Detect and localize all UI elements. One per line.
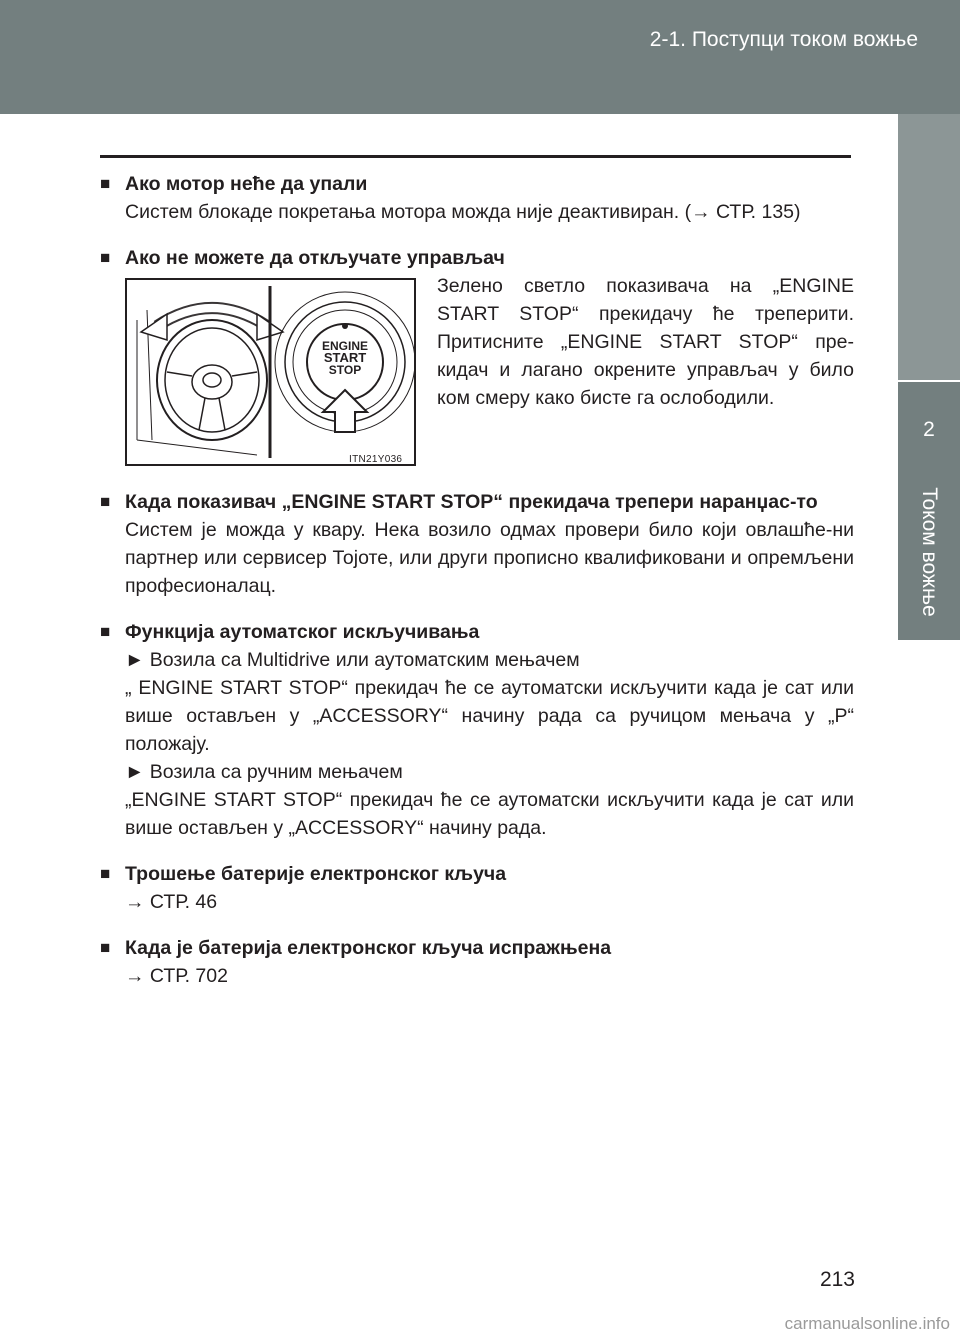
section-heading: Ако не можете да откључате управљач xyxy=(125,247,505,269)
section-engine-no-start xyxy=(100,170,854,226)
chapter-label: Током вожње xyxy=(918,487,941,617)
watermark: carmanualsonline.info xyxy=(784,1314,950,1333)
square-bullet-icon: ■ xyxy=(100,864,111,883)
figure-row xyxy=(125,272,854,470)
page-content xyxy=(100,170,854,1008)
top-rule xyxy=(100,155,851,158)
engine-start-stop-label xyxy=(302,340,388,376)
steering-illustration xyxy=(125,278,416,466)
square-bullet-icon: ■ xyxy=(100,248,111,267)
section-steering-lock xyxy=(100,244,854,470)
subsection-body: „ ENGINE START STOP“ прекидач ће се аутоматски искључити када је сат или више остављен у „ACCESSORY“ начину рада са ручицом мењача у „P“ положају. xyxy=(125,677,854,755)
side-tab-upper xyxy=(898,114,960,380)
button-label-line: STOP xyxy=(328,363,362,377)
square-bullet-icon: ■ xyxy=(100,492,111,511)
section-auto-off xyxy=(100,618,854,842)
section-indicator-orange xyxy=(100,488,854,600)
section-battery-empty xyxy=(100,934,854,990)
page-reference: → СТР. 702 xyxy=(125,965,228,987)
subsection-label: ► Возила са ручним мењачем xyxy=(125,761,403,783)
section-body: Систем је можда у квару. Нека возило одмах провери било који овлашће-ни партнер или сервисер Тојоте, или други прописно квалификовани и опремљени професионалац. xyxy=(125,519,854,597)
section-heading: Функција аутоматског искључивања xyxy=(125,621,480,643)
section-body: Систем блокаде покретања мотора можда није деактивиран. (→ СТР. 135) xyxy=(125,201,801,223)
chapter-number: 2 xyxy=(923,418,935,441)
section-body: Зелено светло показивача на „ENGINE START STOP“ прекидачу ће треперити. Притисните „ENGINE START STOP“ пре-кидач и лагано окрените управљач у било ком смеру како бисте га ослободили. xyxy=(437,275,854,409)
button-label-line: ENGINE xyxy=(321,339,368,353)
section-battery-drain xyxy=(100,860,854,916)
square-bullet-icon: ■ xyxy=(100,174,111,193)
section-heading: Трошење батерије електронског кључа xyxy=(125,863,507,885)
header-band xyxy=(0,0,960,114)
square-bullet-icon: ■ xyxy=(100,938,111,957)
section-title: 2-1. Поступци током вожње xyxy=(649,28,918,51)
button-label-line: START xyxy=(323,350,367,365)
square-bullet-icon: ■ xyxy=(100,622,111,641)
page-number: 213 xyxy=(819,1268,855,1291)
page-reference: → СТР. 46 xyxy=(125,891,218,913)
subsection-label: ► Возила са Multidrive или аутоматским мењачем xyxy=(125,649,580,671)
section-heading: Ако мотор неће да упали xyxy=(125,173,368,195)
section-heading: Када показивач „ENGINE START STOP“ прекидача трепери наранџас-то xyxy=(125,491,818,513)
subsection-body: „ENGINE START STOP“ прекидач ће се аутоматски искључити када је сат или више остављен у „ACCESSORY“ начину рада. xyxy=(125,789,854,839)
figure-code: ITN21Y036 xyxy=(349,454,403,465)
section-heading: Када је батерија електронског кључа испражњена xyxy=(125,937,612,959)
